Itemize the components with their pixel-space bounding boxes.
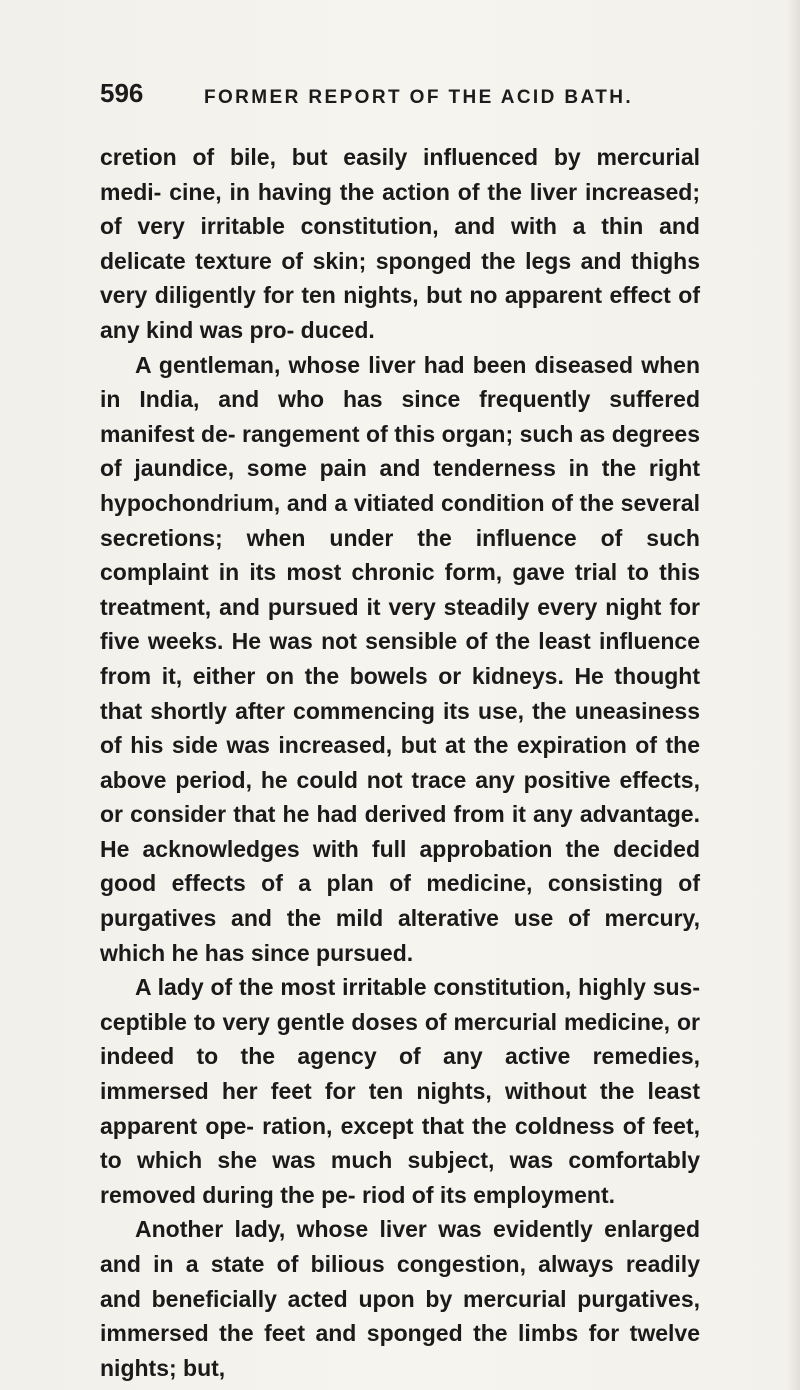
running-head: FORMER REPORT OF THE ACID BATH.: [204, 87, 634, 108]
page-header: [100, 78, 700, 114]
paragraph-gentleman-case: A gentleman, whose liver had been diseased when in India, and who has since frequently suffered manifest de- rangement of this organ; such as degrees of jaundice, some pain and tenderness in the right hypochondrium, and a vitiated condition of the several secretions; when under the influence of such complaint in its most chronic form, gave trial to this treatment, and pursued it very steadily every night for five weeks. He was not sensible of the least influence from it, either on the bowels or kidneys. He thought that shortly after commencing its use, the uneasiness of his side was increased, but at the expiration of the above period, he could not trace any positive effects, or consider that he had derived from it any advantage. He acknowledges with full approbation the decided good effects of a plan of medicine, consisting of purgatives and the mild alterative use of mercury, which he has since pursued.: [100, 351, 700, 966]
paragraph-lady-case: A lady of the most irritable constitution, highly sus- ceptible to very gentle doses of mercurial medicine, or indeed to the agency of any active remedies, immersed her feet for ten nights, without the least apparent ope- ration, except that the coldness of feet, to which she was much subject, was comfortably removed during the pe- riod of its employment.: [100, 974, 700, 1208]
body-text: [100, 140, 700, 1385]
paragraph-another-lady-case: Another lady, whose liver was evidently enlarged and in a state of bilious congestion, always readily and beneficially acted upon by mercurial purgatives, immersed the feet and sponged the limbs for twelve nights; but,: [100, 1216, 700, 1381]
page-edge-shadow: [786, 0, 800, 1390]
page-number: 596: [100, 78, 144, 108]
paragraph-continued: cretion of bile, but easily influenced by mercurial medi- cine, in having the action of the liver increased; of very irritable constitution, and with a thin and delicate texture of skin; sponged the legs and thighs very diligently for ten nights, but no apparent effect of any kind was pro- duced.: [100, 144, 700, 343]
